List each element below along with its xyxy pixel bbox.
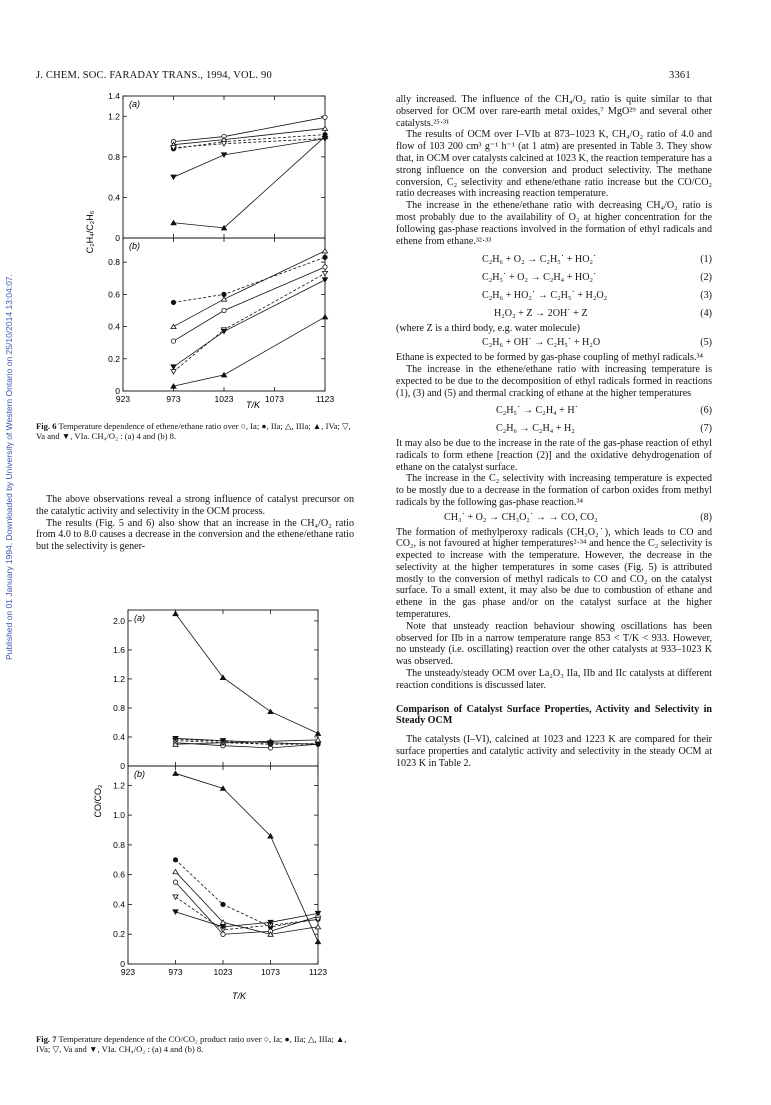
fig6b-point-Va-0: [171, 370, 176, 374]
fig7b-point-IIa-1: [221, 902, 225, 906]
right-paragraph-3: The increase in the ethene/ethane ratio with decreasing CH₄/O₂ ratio is most probably due to the availability of O₂ at higher concentration for the following gas-phase reactions involved in the formation of ethyl radicals and ethene from ethane.³²·³³: [396, 200, 712, 247]
equation-2-body: C₂H₅˙ + O₂ → C₂H₄ + HO₂˙: [482, 272, 597, 284]
fig7-panel-a: [113, 610, 320, 771]
equation-1: [396, 251, 712, 269]
fig7-panel-b: [113, 766, 327, 977]
fig6b-xtick-label: 1073: [265, 394, 284, 404]
fig7a-ytick-label: 0: [120, 761, 125, 771]
fig6b-series-Va: [174, 273, 326, 371]
fig6b-series-VIa: [174, 280, 326, 367]
fig7a-point-IVa-3: [315, 731, 320, 735]
fig7b-point-IIIa-3: [315, 924, 320, 928]
fig6b-ytick-label: 0.4: [108, 321, 120, 332]
fig7b-point-Ia-0: [173, 880, 177, 884]
equation-1-body: C₂H₆ + O₂ → C₂H₅˙ + HO₂˙: [482, 254, 597, 266]
fig7a-panel-label: (a): [134, 613, 145, 623]
equation-7-number: (7): [700, 423, 712, 435]
fig6b-xtick-label: 1123: [315, 394, 335, 404]
fig6a-ytick-label: 1.4: [108, 91, 120, 101]
fig6b-point-Ia-2: [323, 265, 327, 269]
right-paragraph-12: The catalysts (I–VI), calcined at 1023 and 1223 K are compared for their surface properties and catalytic activity and selectivity in the steady OCM at 1023 K in Table 2.: [396, 734, 712, 769]
right-text-column: [396, 94, 712, 770]
fig7b-point-IVa-0: [173, 771, 178, 775]
fig7b-point-IVa-1: [220, 786, 225, 790]
fig6-caption-label: Fig. 6: [36, 421, 57, 431]
fig6b-point-IIa-0: [171, 300, 175, 304]
right-paragraph-5: Ethane is expected to be formed by gas-phase coupling of methyl radicals.³⁴: [396, 352, 704, 364]
equation-7: [396, 420, 712, 438]
left-text-column: [36, 494, 354, 553]
equation-3: [396, 287, 712, 305]
fig6b-point-VIa-0: [171, 365, 176, 369]
fig6-x-label: T/K: [245, 400, 261, 410]
equation-8-body: CH₃˙ + O₂ → CH₃O₂˙ → → CO, CO₂: [444, 511, 598, 523]
fig7-caption-label: Fig. 7: [36, 1034, 57, 1044]
fig7b-point-VIa-0: [173, 910, 178, 914]
fig7b-ytick-label: 1.0: [113, 810, 125, 821]
journal-header: J. CHEM. SOC. FARADAY TRANS., 1994, VOL. 90: [36, 70, 272, 81]
fig7a-ytick-label: 1.2: [113, 673, 125, 684]
left-paragraph-2: The results (Fig. 5 and 6) also show that an increase in the CH₄/O₂ ratio from 4.0 to 8.0 causes a decrease in the conversion and the ethene/ethane ratio but the selectivity is gener-: [36, 517, 354, 553]
equation-4-number: (4): [700, 307, 712, 319]
fig7a-ytick-label: 0.4: [113, 731, 125, 742]
fig6a-point-VIa-1: [221, 153, 226, 157]
fig6b-xtick-label: 1023: [214, 394, 234, 404]
fig7a-series-IVa: [176, 614, 319, 734]
fig6-panel-a: [108, 91, 327, 243]
fig6a-point-Ia-2: [323, 115, 327, 119]
fig7a-ytick-label: 1.6: [113, 644, 125, 655]
left-paragraph-1: The above observations reveal a strong influence of catalyst precursor on the catalytic activity and selectivity in the OCM process.: [36, 494, 354, 517]
fig6b-point-IIa-2: [323, 255, 327, 259]
fig7b-ytick-label: 0.6: [113, 869, 125, 880]
fig6b-xtick-label: 973: [166, 394, 181, 404]
equation-3-number: (3): [700, 289, 712, 301]
fig6b-ytick-label: 0.2: [108, 353, 120, 364]
fig7b-point-IVa-3: [315, 939, 320, 943]
fig7a-point-IVa-0: [173, 611, 178, 615]
fig6b-series-IIIa: [174, 251, 326, 327]
fig7a-ytick-label: 2.0: [113, 615, 125, 626]
equation-6-body: C₂H₅˙ → C₂H₄ + H˙: [496, 405, 579, 417]
fig6b-point-Va-2: [322, 271, 327, 275]
fig7-caption: [36, 1034, 354, 1054]
equation-2: [396, 269, 712, 287]
fig6a-panel-label: (a): [129, 99, 140, 109]
fig7b-xtick-label: 1123: [308, 967, 328, 977]
fig6a-ytick-label: 1.2: [108, 111, 120, 122]
fig6a-series-VIa: [174, 139, 326, 178]
fig7b-ytick-label: 0.8: [113, 839, 125, 850]
fig6b-point-IIa-1: [222, 292, 226, 296]
fig6b-panel-label: (b): [129, 241, 140, 251]
fig7-caption-text: Temperature dependence of the CO/CO₂ product ratio over ○, Ia; ●, IIa; △, IIIa; ▲, IVa; ▽, Va and ▼, VIa. CH₄/O₂ : (a) 4 and (b) 8.: [36, 1034, 347, 1054]
right-paragraph-6: The increase in the ethene/ethane ratio with increasing temperature is expected to be due to the decomposition of ethyl radicals formed in reactions (1), (3) and (5) and thermal cracking of ethane at the higher temperatures: [396, 363, 712, 399]
download-notice-text: Published on 01 January 1994. Downloaded by University of Western Ontario on 25/10/2014 13:04:07.: [4, 274, 14, 660]
equation-5-number: (5): [700, 337, 712, 349]
fig7b-xtick-label: 1073: [261, 967, 280, 977]
right-paragraph-7: It may also be due to the increase in the rate of the gas-phase reaction of ethyl radicals to form ethene [reaction (2)] and the oxidative dehydrogenation of ethane on the catalyst surface.: [396, 437, 712, 473]
fig7-y-label: CO/CO₂: [93, 784, 103, 818]
page-number: 3361: [669, 70, 691, 81]
equation-8: [396, 509, 712, 527]
fig6b-ytick-label: 0: [115, 386, 120, 396]
right-paragraph-11: The unsteady/steady OCM over La₂O₃ IIa, IIb and IIc catalysts at different reaction conditions is discussed later.: [396, 668, 712, 691]
fig6a-ytick-label: 0: [115, 233, 120, 243]
fig6a-series-IVa: [174, 137, 326, 228]
equation-8-number: (8): [700, 511, 712, 523]
fig7b-xtick-label: 923: [120, 967, 136, 977]
equation-5-body: C₂H₆ + OH˙ → C₂H₅˙ + H₂O: [482, 337, 601, 349]
fig6-chart: [70, 88, 370, 410]
fig6a-ytick-label: 0.4: [108, 192, 120, 203]
fig6b-point-VIa-2: [322, 278, 327, 282]
equation-1-number: (1): [700, 254, 712, 266]
fig6b-point-Ia-0: [171, 339, 175, 343]
equation-7-body: C₂H₆ → C₂H₄ + H₂: [496, 423, 575, 435]
fig6a-frame: [123, 96, 325, 238]
equation-2-number: (2): [700, 272, 712, 284]
fig6-caption: [36, 421, 354, 441]
fig6b-point-IIIa-0: [171, 324, 176, 328]
fig6b-xtick-label: 923: [115, 394, 131, 404]
fig6b-point-IVa-1: [221, 373, 226, 377]
equation-4-body: H₂O₂ + Z → 2OH˙ + Z: [494, 307, 588, 319]
fig7a-point-IVa-1: [220, 675, 225, 679]
fig6b-ytick-label: 0.6: [108, 289, 120, 300]
fig7b-series-Ia: [176, 882, 319, 934]
right-paragraph-9: The formation of methylperoxy radicals (CH₃O₂˙), which leads to CO and CO₂, is not favoured at higher temperatures²·³⁴ and hence the C₂ selectivity is expected to increase with the temperature. However, the decrease in the selectivity at the higher temperatures in some cases (Fig. 5) is attributed mostly to the conversion of methyl radicals to CO and CO₂ on the catalyst surface. To a small extent, it may also be due to combustion of ethane and ethene in the gas phase and/or on the catalyst surface at the higher temperatures.: [396, 526, 712, 621]
fig7b-ytick-label: 0.2: [113, 929, 125, 940]
right-paragraph-1: ally increased. The influence of the CH₄/O₂ ratio is quite similar to that observed for OCM over rare-earth metal oxides,⁷ MgO²⁹ and several other catalysts.²⁵·³¹: [396, 94, 712, 129]
equation-3-body: C₂H₆ + HO₂˙ → C₂H₅˙ + H₂O₂: [482, 289, 608, 301]
section-heading: Comparison of Catalyst Surface Properties, Activity and Selectivity in Steady OCM: [396, 703, 712, 727]
equation-4: [396, 305, 712, 323]
equation-6-number: (6): [700, 405, 712, 417]
fig7-chart: [82, 606, 352, 1001]
fig6-y-label: C₂H₄/C₂H₆: [85, 210, 95, 254]
equation-5: [396, 334, 712, 352]
download-notice: [4, 210, 16, 660]
fig7b-ytick-label: 0.4: [113, 899, 125, 910]
fig7b-xtick-label: 973: [168, 967, 183, 977]
fig6a-point-VIa-0: [171, 175, 176, 179]
fig7b-point-IIa-0: [173, 858, 177, 862]
fig6b-series-IIa: [174, 257, 326, 302]
fig6b-point-IIIa-1: [221, 297, 226, 301]
fig7b-ytick-label: 1.2: [113, 780, 125, 791]
right-paragraph-8: The increase in the C₂ selectivity with increasing temperature is expected to be mostly due to a decrease in the formation of carbon oxides from methyl radicals by the following gas-phase reaction.³⁴: [396, 473, 712, 508]
fig6-caption-text: Temperature dependence of ethene/ethane ratio over ○, Ia; ●, IIa; △, IIIa; ▲, IVa; ▽, Va and ▼, VIa. CH₄/O₂ : (a) 4 and (b) 8.: [36, 421, 351, 441]
fig6a-ytick-label: 0.8: [108, 151, 120, 162]
right-paragraph-4: (where Z is a third body, e.g. water molecule): [396, 322, 581, 334]
fig7b-ytick-label: 0: [120, 959, 125, 969]
fig6b-frame: [123, 238, 325, 391]
fig7b-xtick-label: 1023: [213, 967, 233, 977]
fig6b-point-Ia-1: [222, 308, 226, 312]
right-paragraph-10: Note that unsteady reaction behaviour showing oscillations has been observed for IIb in a narrow temperature range 853 < T/K < 933. However, no unsteady (i.e. oscillating) reaction over the other catalysts at 933–1023 K was observed.: [396, 620, 712, 668]
fig6-panel-b: [108, 238, 334, 404]
fig6b-point-IIIa-2: [322, 249, 327, 253]
fig7b-point-IIIa-0: [173, 869, 178, 873]
fig6a-series-Ia: [174, 117, 326, 141]
equation-6: [396, 402, 712, 420]
fig7a-ytick-label: 0.8: [113, 702, 125, 713]
fig6b-ytick-label: 0.8: [108, 257, 120, 268]
fig7b-series-VIa: [176, 912, 319, 927]
right-paragraph-2: The results of OCM over I–VIb at 873–1023 K, CH₄/O₂ ratio of 4.0 and flow of 103 200 cm³ g⁻¹ h⁻¹ (at 1 atm) are presented in Table 3. They show that, in OCM over catalysts calcined at 1023 K, the reaction temperature has a strong influence on the conversion and product selectivity. The methane conversion, C₂ selectivity and ethene/ethane ratio increase but the CO/CO₂ ratio decreases with increasing reaction temperature.: [396, 129, 712, 200]
fig7-x-label: T/K: [231, 991, 247, 1001]
fig7b-series-IVa: [176, 773, 319, 941]
fig7b-panel-label: (b): [134, 769, 145, 779]
fig6b-point-IVa-2: [322, 315, 327, 319]
